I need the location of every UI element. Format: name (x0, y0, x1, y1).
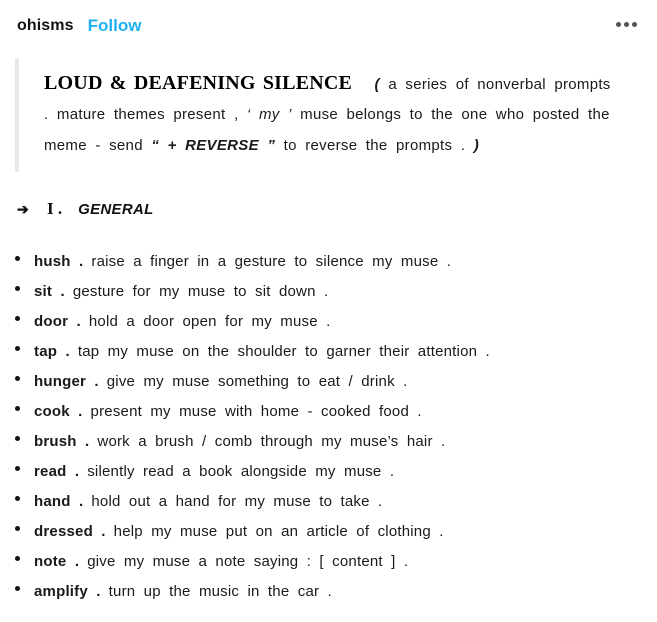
prompt-keyword: sit . (34, 282, 65, 300)
list-item (15, 456, 490, 486)
more-options-button[interactable] (612, 18, 641, 31)
prompt-text: hold out a hand for my muse to take . (91, 492, 383, 510)
prompt-keyword: hand . (34, 492, 84, 510)
blockquote (15, 58, 635, 172)
list-item (15, 336, 490, 366)
list-item (15, 366, 490, 396)
list-item (15, 306, 490, 336)
section-numeral: I . (47, 199, 63, 218)
prompt-text: raise a finger in a gesture to silence my muse . (91, 252, 452, 270)
prompt-keyword: door . (34, 312, 81, 330)
prompt-keyword: dressed . (34, 522, 106, 540)
bullet-icon (15, 526, 20, 531)
prompt-keyword: read . (34, 462, 80, 480)
more-horizontal-icon (632, 22, 637, 27)
prompt-keyword: tap . (34, 342, 70, 360)
prompt-text: tap my muse on the shoulder to garner their attention . (77, 342, 490, 360)
prompt-text: present my muse with home - cooked food . (90, 402, 422, 420)
prompt-keyword: hush . (34, 252, 84, 270)
list-item (15, 426, 490, 456)
post-header (17, 14, 645, 38)
prompt-text: gesture for my muse to sit down . (72, 282, 329, 300)
section-name: GENERAL (78, 200, 154, 218)
quote-line-3 (44, 137, 479, 154)
username-link[interactable]: ohisms (17, 17, 74, 34)
arrow-right-icon: ➔ (17, 200, 29, 217)
quote-emphasis-reverse: “ + REVERSE ” (151, 137, 276, 154)
prompt-keyword: cook . (34, 402, 83, 420)
close-paren: ) (473, 137, 480, 154)
list-item (15, 486, 490, 516)
prompt-text: work a brush / comb through my muse’s hair . (97, 432, 446, 450)
prompt-text: silently read a book alongside my muse . (87, 462, 395, 480)
list-item (15, 516, 490, 546)
post-title: LOUD & DEAFENING SILENCE (44, 72, 353, 94)
prompt-list (15, 246, 490, 606)
bullet-icon (15, 286, 20, 291)
bullet-icon (15, 556, 20, 561)
prompt-keyword: note . (34, 552, 80, 570)
quote-text: . mature themes present , (44, 106, 239, 123)
prompt-text: help my muse put on an article of clothing . (113, 522, 444, 540)
quote-line-1 (44, 72, 611, 95)
more-horizontal-icon (624, 22, 629, 27)
prompt-text: hold a door open for my muse . (88, 312, 331, 330)
list-item (15, 576, 490, 606)
quote-text: meme - send (44, 137, 143, 154)
list-item (15, 246, 490, 276)
bullet-icon (15, 586, 20, 591)
prompt-text: turn up the music in the car . (108, 582, 332, 600)
open-paren: ( (374, 76, 380, 93)
prompt-text: give my muse something to eat / drink . (106, 372, 408, 390)
more-horizontal-icon (616, 22, 621, 27)
bullet-icon (15, 346, 20, 351)
bullet-icon (15, 436, 20, 441)
list-item (15, 546, 490, 576)
bullet-icon (15, 496, 20, 501)
bullet-icon (15, 256, 20, 261)
bullet-icon (15, 316, 20, 321)
quote-text: a series of nonverbal prompts (388, 76, 611, 93)
bullet-icon (15, 466, 20, 471)
quote-emphasis-my: ‘ my ’ (246, 106, 292, 123)
bullet-icon (15, 376, 20, 381)
bullet-icon (15, 406, 20, 411)
list-item (15, 396, 490, 426)
quote-line-2 (44, 106, 610, 123)
quote-text: to reverse the prompts . (283, 137, 466, 154)
section-heading (17, 199, 154, 219)
prompt-keyword: hunger . (34, 372, 99, 390)
prompt-text: give my muse a note saying : [ content ] . (87, 552, 409, 570)
list-item (15, 276, 490, 306)
follow-button[interactable]: Follow (87, 16, 142, 35)
prompt-keyword: amplify . (34, 582, 101, 600)
quote-text: muse belongs to the one who posted the (300, 106, 610, 123)
prompt-keyword: brush . (34, 432, 90, 450)
